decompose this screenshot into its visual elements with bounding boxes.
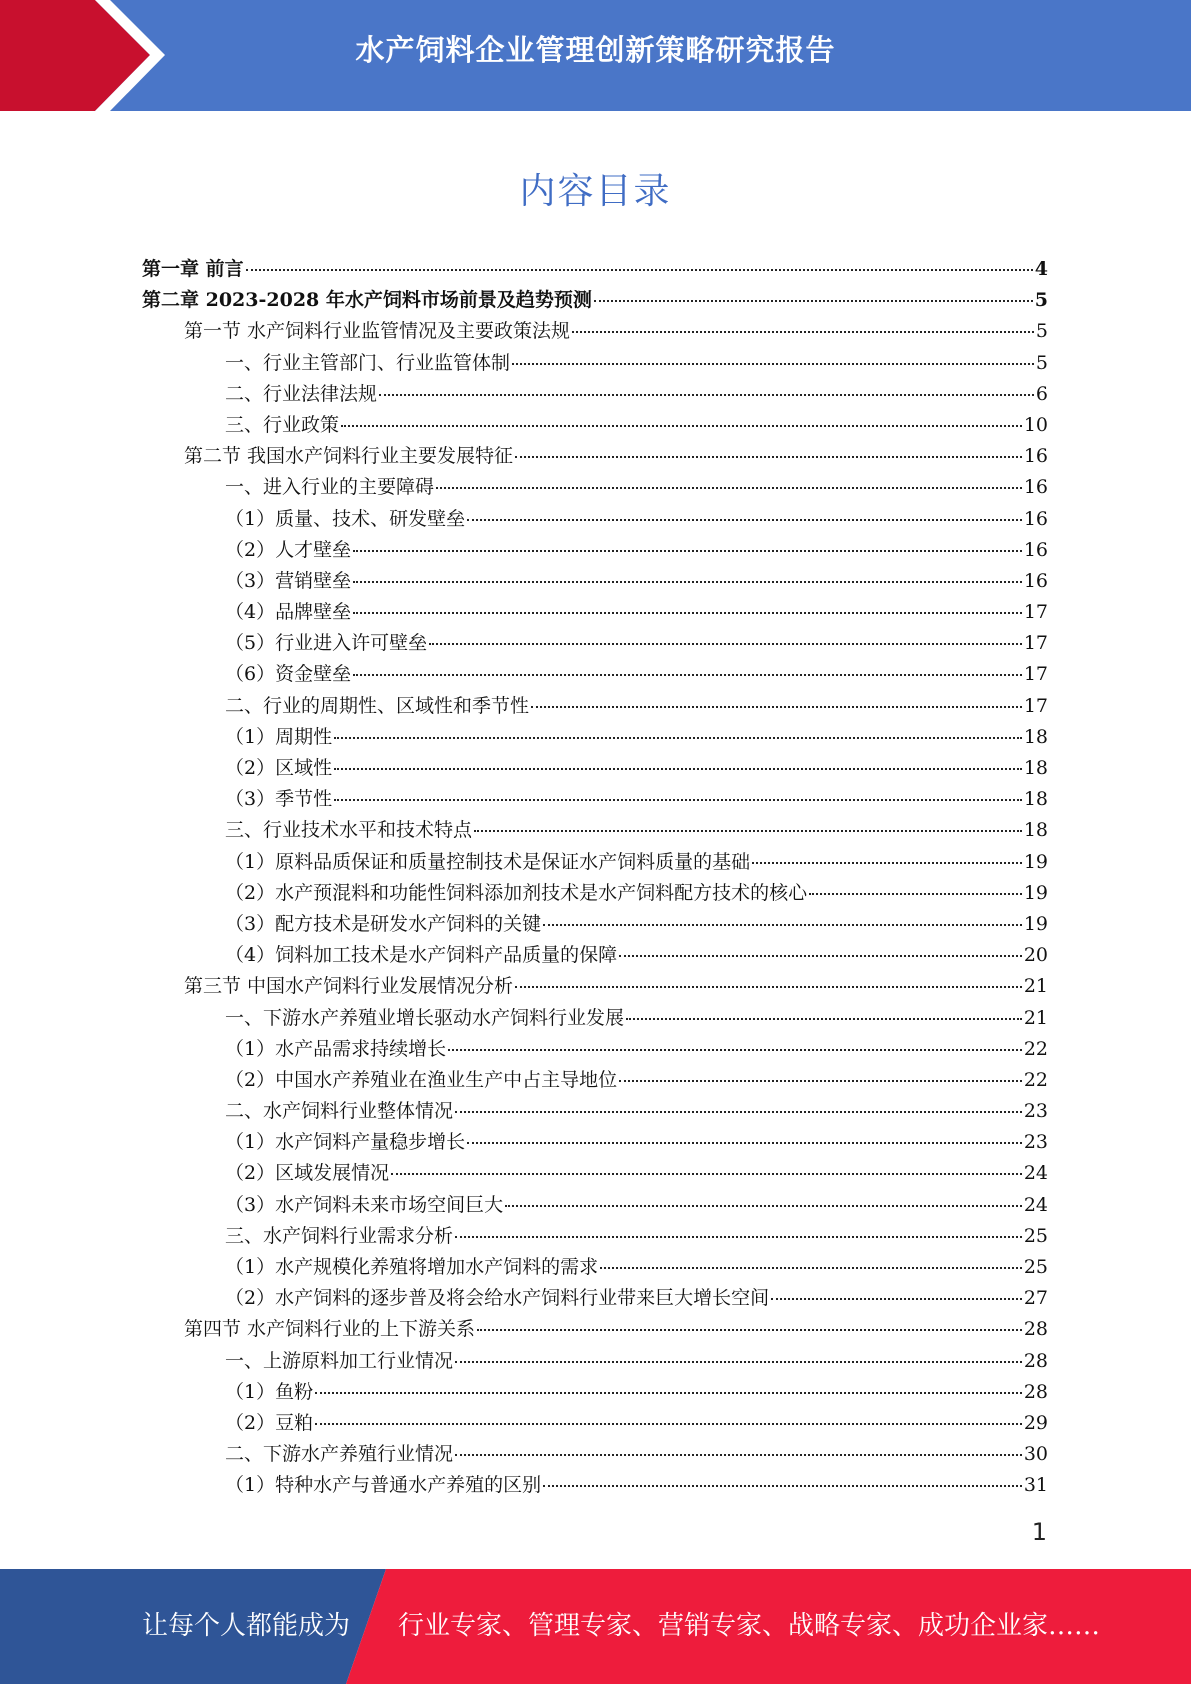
table-of-contents <box>142 254 1048 1502</box>
toc-entry-page: 19 <box>1023 912 1048 935</box>
toc-entry-label: 二、行业的周期性、区域性和季节性 <box>225 694 530 717</box>
toc-leader-dots <box>543 924 1022 926</box>
toc-entry-label: （1）原料品质保证和质量控制技术是保证水产饲料质量的基础 <box>225 850 751 873</box>
toc-entry-label: 第一章 前言 <box>142 258 244 280</box>
toc-entry-page: 28 <box>1023 1349 1048 1372</box>
toc-entry-page: 18 <box>1023 757 1048 779</box>
toc-entry-page: 22 <box>1023 1037 1048 1060</box>
report-title: 水产饲料企业管理创新策略研究报告 <box>355 33 836 67</box>
footer-slogan-left: 让每个人都能成为 <box>142 1611 351 1641</box>
toc-entry-page: 24 <box>1023 1162 1048 1185</box>
toc-entry[interactable] <box>142 1158 1048 1189</box>
toc-entry[interactable] <box>142 535 1048 566</box>
toc-entry-label: 一、进入行业的主要障碍 <box>225 476 435 499</box>
toc-entry-label: 一、上游原料加工行业情况 <box>225 1349 454 1372</box>
toc-entry-label: （3）配方技术是研发水产饲料的关键 <box>225 912 542 935</box>
toc-entry-page: 23 <box>1023 1100 1048 1123</box>
page-number: 1 <box>1031 1518 1047 1546</box>
toc-entry[interactable] <box>142 1065 1048 1096</box>
toc-entry-page: 25 <box>1023 1224 1048 1247</box>
toc-entry[interactable] <box>142 691 1048 722</box>
toc-leader-dots <box>467 519 1022 521</box>
toc-leader-dots <box>391 1173 1022 1175</box>
toc-leader-dots <box>619 1080 1022 1082</box>
toc-leader-dots <box>619 955 1022 957</box>
toc-entry[interactable] <box>142 1221 1048 1252</box>
toc-entry-label: （2）人才壁垒 <box>225 538 352 561</box>
toc-leader-dots <box>455 1111 1022 1113</box>
footer-slogan-right: 行业专家、管理专家、营销专家、战略专家、成功企业家…… <box>398 1611 1101 1641</box>
toc-leader-dots <box>455 1236 1022 1238</box>
toc-leader-dots <box>531 706 1022 708</box>
toc-leader-dots <box>572 331 1034 333</box>
toc-entry-label: （4）饲料加工技术是水产饲料产品质量的保障 <box>225 944 618 967</box>
toc-entry-label: 三、行业技术水平和技术特点 <box>225 819 473 842</box>
toc-leader-dots <box>626 1018 1022 1020</box>
toc-leader-dots <box>600 1267 1022 1269</box>
toc-entry[interactable] <box>142 1003 1048 1034</box>
toc-entry-label: （3）水产饲料未来市场空间巨大 <box>225 1193 504 1216</box>
toc-entry-label: （3）季节性 <box>225 788 333 811</box>
toc-entry[interactable] <box>142 285 1048 316</box>
toc-entry-label: （1）特种水产与普通水产养殖的区别 <box>225 1474 542 1497</box>
toc-entry-page: 16 <box>1023 569 1048 592</box>
toc-leader-dots <box>429 643 1022 645</box>
toc-entry-label: （4）品牌壁垒 <box>225 601 352 624</box>
toc-entry-label: （5）行业进入许可壁垒 <box>225 632 428 655</box>
toc-entry-label: （2）水产饲料的逐步普及将会给水产饲料行业带来巨大增长空间 <box>225 1287 770 1310</box>
toc-leader-dots <box>515 456 1022 458</box>
toc-leader-dots <box>334 768 1022 770</box>
toc-entry[interactable] <box>142 971 1048 1002</box>
toc-leader-dots <box>315 1423 1022 1425</box>
toc-entry-label: （1）周期性 <box>225 725 333 748</box>
toc-leader-dots <box>341 425 1022 427</box>
toc-entry[interactable] <box>142 1346 1048 1377</box>
toc-entry-page: 18 <box>1023 819 1048 842</box>
toc-entry[interactable] <box>142 379 1048 410</box>
toc-entry[interactable] <box>142 1408 1048 1439</box>
toc-leader-dots <box>515 986 1022 988</box>
toc-entry-page: 31 <box>1023 1474 1048 1497</box>
toc-leader-dots <box>353 550 1022 552</box>
toc-entry-label: （2）豆粕 <box>225 1411 314 1434</box>
toc-entry-page: 29 <box>1023 1411 1048 1434</box>
toc-entry[interactable] <box>142 472 1048 503</box>
toc-entry-page: 28 <box>1023 1380 1048 1403</box>
toc-entry-page: 6 <box>1035 382 1048 405</box>
toc-entry-page: 19 <box>1023 881 1048 904</box>
toc-entry-label: （2）水产预混料和功能性饲料添加剂技术是水产饲料配方技术的核心 <box>225 881 808 904</box>
toc-entry-page: 21 <box>1023 1006 1048 1029</box>
toc-entry-label: 二、行业法律法规 <box>225 382 378 405</box>
toc-leader-dots <box>353 674 1022 676</box>
toc-entry[interactable] <box>142 254 1048 285</box>
toc-entry[interactable] <box>142 659 1048 690</box>
toc-entry[interactable] <box>142 1314 1048 1345</box>
toc-entry-page: 5 <box>1034 289 1048 312</box>
toc-leader-dots <box>474 830 1022 832</box>
toc-entry[interactable] <box>142 1439 1048 1470</box>
toc-leader-dots <box>477 1329 1022 1331</box>
toc-entry-page: 20 <box>1023 944 1048 967</box>
toc-entry-label: 第三节 中国水产饲料行业发展情况分析 <box>184 975 514 998</box>
toc-entry[interactable] <box>142 1190 1048 1221</box>
toc-entry-label: 三、行业政策 <box>225 413 340 436</box>
toc-entry-page: 19 <box>1023 850 1048 873</box>
toc-leader-dots <box>594 300 1033 302</box>
toc-entry-page: 17 <box>1023 694 1048 717</box>
toc-leader-dots <box>315 1392 1022 1394</box>
toc-entry[interactable] <box>142 1034 1048 1065</box>
toc-entry[interactable] <box>142 940 1048 971</box>
toc-leader-dots <box>353 612 1022 614</box>
toc-entry-page: 16 <box>1023 538 1048 561</box>
toc-entry-page: 4 <box>1034 258 1048 280</box>
toc-entry-label: （6）资金壁垒 <box>225 663 352 686</box>
toc-leader-dots <box>334 799 1022 801</box>
toc-entry[interactable] <box>142 628 1048 659</box>
toc-entry[interactable] <box>142 504 1048 535</box>
toc-entry-label: 二、水产饲料行业整体情况 <box>225 1100 454 1123</box>
toc-entry-label: （1）水产规模化养殖将增加水产饲料的需求 <box>225 1256 599 1278</box>
toc-leader-dots <box>543 1485 1022 1487</box>
toc-heading: 内容目录 <box>519 171 672 212</box>
toc-leader-dots <box>379 394 1034 396</box>
toc-entry-page: 28 <box>1023 1318 1048 1341</box>
toc-entry[interactable] <box>142 784 1048 815</box>
toc-entry-label: 第一节 水产饲料行业监管情况及主要政策法规 <box>184 320 571 343</box>
toc-leader-dots <box>436 487 1022 489</box>
toc-entry-page: 16 <box>1023 476 1048 499</box>
toc-entry-label: （1）鱼粉 <box>225 1380 314 1403</box>
toc-leader-dots <box>752 862 1022 864</box>
toc-entry[interactable] <box>142 878 1048 909</box>
toc-entry-page: 22 <box>1023 1068 1048 1091</box>
toc-entry-label: 第四节 水产饲料行业的上下游关系 <box>184 1318 476 1341</box>
toc-entry-label: 二、下游水产养殖行业情况 <box>225 1443 454 1466</box>
footer-band <box>0 1569 1191 1684</box>
toc-leader-dots <box>512 363 1034 365</box>
toc-entry-page: 25 <box>1023 1256 1048 1278</box>
toc-leader-dots <box>448 1049 1022 1051</box>
toc-entry-page: 27 <box>1023 1287 1048 1310</box>
toc-entry-page: 5 <box>1035 320 1048 343</box>
toc-leader-dots <box>771 1298 1022 1300</box>
toc-leader-dots <box>246 269 1033 271</box>
toc-entry[interactable] <box>142 1377 1048 1408</box>
toc-entry[interactable] <box>142 909 1048 940</box>
toc-leader-dots <box>334 737 1022 739</box>
toc-entry-page: 16 <box>1023 445 1048 468</box>
toc-entry[interactable] <box>142 441 1048 472</box>
toc-entry[interactable] <box>142 1470 1048 1501</box>
toc-entry[interactable] <box>142 722 1048 753</box>
toc-entry[interactable] <box>142 753 1048 784</box>
toc-entry[interactable] <box>142 566 1048 597</box>
toc-entry[interactable] <box>142 348 1048 379</box>
toc-entry-label: 第二章 2023-2028 年水产饲料市场前景及趋势预测 <box>142 289 592 312</box>
toc-entry-page: 5 <box>1035 351 1048 374</box>
toc-entry-page: 17 <box>1023 632 1048 655</box>
toc-entry-label: （2）区域性 <box>225 757 333 779</box>
toc-entry-label: 三、水产饲料行业需求分析 <box>225 1224 454 1247</box>
toc-entry-label: 第二节 我国水产饲料行业主要发展特征 <box>184 445 514 468</box>
toc-entry-label: 一、行业主管部门、行业监管体制 <box>225 351 511 374</box>
toc-leader-dots <box>505 1205 1022 1207</box>
toc-entry[interactable] <box>142 815 1048 846</box>
toc-entry[interactable] <box>142 316 1048 347</box>
toc-entry[interactable] <box>142 1096 1048 1127</box>
toc-entry[interactable] <box>142 410 1048 441</box>
toc-leader-dots <box>467 1142 1022 1144</box>
toc-leader-dots <box>455 1361 1022 1363</box>
toc-entry-page: 30 <box>1023 1443 1048 1466</box>
toc-leader-dots <box>353 581 1022 583</box>
toc-entry-page: 24 <box>1023 1193 1048 1216</box>
toc-entry-page: 16 <box>1023 507 1048 530</box>
toc-entry-page: 21 <box>1023 975 1048 998</box>
toc-entry-label: （1）水产品需求持续增长 <box>225 1037 447 1060</box>
toc-entry-label: （1）质量、技术、研发壁垒 <box>225 507 466 530</box>
toc-entry-page: 23 <box>1023 1131 1048 1154</box>
toc-entry-page: 17 <box>1023 663 1048 686</box>
toc-entry[interactable] <box>142 1127 1048 1158</box>
toc-entry-page: 10 <box>1023 413 1048 436</box>
toc-entry-label: （2）区域发展情况 <box>225 1162 390 1185</box>
toc-entry[interactable] <box>142 1252 1048 1283</box>
toc-entry-label: 一、下游水产养殖业增长驱动水产饲料行业发展 <box>225 1006 625 1029</box>
toc-entry[interactable] <box>142 1283 1048 1314</box>
toc-entry-page: 17 <box>1023 601 1048 624</box>
toc-entry-page: 18 <box>1023 725 1048 748</box>
toc-leader-dots <box>455 1454 1022 1456</box>
toc-entry-label: （1）水产饲料产量稳步增长 <box>225 1131 466 1154</box>
toc-entry[interactable] <box>142 597 1048 628</box>
toc-entry-page: 18 <box>1023 788 1048 811</box>
toc-leader-dots <box>809 893 1022 895</box>
header-band <box>0 0 1191 111</box>
toc-entry-label: （2）中国水产养殖业在渔业生产中占主导地位 <box>225 1068 618 1091</box>
toc-entry-label: （3）营销壁垒 <box>225 569 352 592</box>
toc-entry[interactable] <box>142 847 1048 878</box>
